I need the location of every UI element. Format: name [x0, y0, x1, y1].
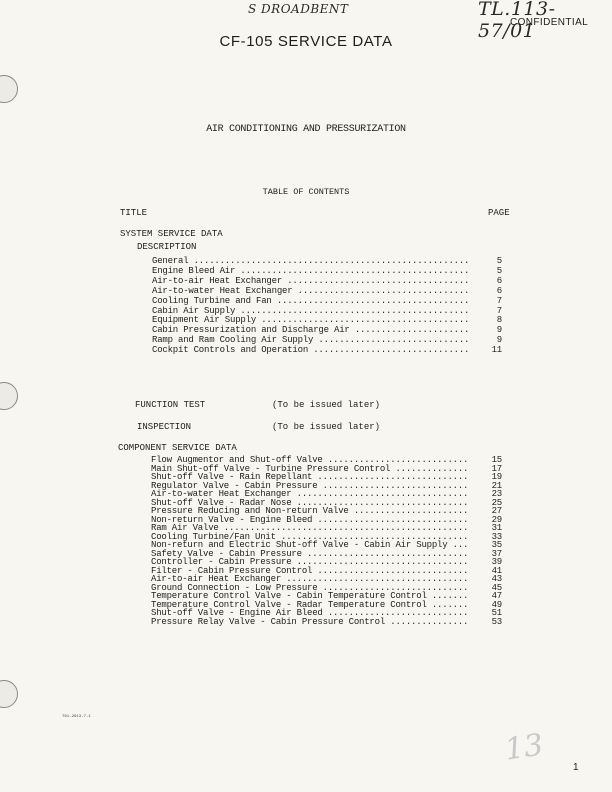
entry-page-number: 53 [491, 616, 502, 627]
handwritten-name: S DROADBENT [248, 2, 349, 16]
description-heading: DESCRIPTION [137, 242, 197, 252]
toc-title: TABLE OF CONTENTS [262, 187, 350, 197]
entry-title: Air-to-water Heat Exchanger ................................. [152, 285, 470, 296]
title-column-header: TITLE [120, 208, 148, 218]
entry-page-number: 11 [491, 345, 502, 356]
entry-page-number: 19 [491, 472, 502, 482]
entry-page-number: 41 [491, 565, 502, 576]
entry-page-number: 8 [496, 315, 502, 326]
entry-page-number: 15 [491, 455, 502, 465]
entry-page-number: 7 [496, 305, 502, 316]
entry-title: Pressure Relay Valve - Cabin Pressure Control ............... [151, 616, 469, 627]
entry-title: Cabin Pressurization and Discharge Air ...................... [152, 325, 470, 336]
entry-title: Engine Bleed Air ............................................ [152, 265, 470, 276]
inspection-label: INSPECTION [137, 422, 192, 432]
function-test-label: FUNCTION TEST [135, 400, 206, 410]
entry-title: Main Shut-off Valve - Turbine Pressure Control .............. [151, 463, 469, 474]
entry-title: Filter - Cabin Pressure Control ............................. [151, 565, 469, 576]
entry-title: Non-return and Electric Shut-off Valve - Cabin Air Supply ... [151, 540, 469, 550]
entry-page-number: 51 [491, 608, 502, 618]
entry-title: Regulator Valve - Cabin Pressure ............................ [151, 480, 469, 491]
entry-page-number: 47 [491, 591, 502, 601]
entry-title: Cabin Air Supply ............................................ [152, 305, 470, 316]
entry-title: Equipment Air Supply ........................................ [152, 315, 470, 326]
entry-title: Shut-off Valve - Rain Repellant ............................. [151, 472, 469, 482]
entry-page-number: 31 [491, 523, 502, 533]
entry-page-number: 25 [491, 497, 502, 508]
entry-page-number: 35 [491, 540, 502, 550]
entry-page-number: 5 [496, 256, 502, 266]
entry-page-number: 39 [491, 557, 502, 567]
entry-title: Air-to-air Heat Exchanger ................................... [151, 574, 469, 584]
entry-title: Safety Valve - Cabin Pressure ............................... [151, 548, 469, 559]
entry-title: Temperature Control Valve - Cabin Temperature Control ....... [151, 591, 469, 601]
entry-title: Controller - Cabin Pressure ................................. [151, 557, 469, 567]
page-column-header: PAGE [488, 208, 510, 218]
entry-title: Air-to-air Heat Exchanger ................................... [152, 275, 470, 286]
form-number-stamp: 761-2913-7-1 [62, 715, 91, 719]
entry-page-number: 9 [496, 325, 502, 336]
punch-hole [0, 75, 18, 103]
entry-page-number: 33 [491, 531, 502, 542]
entry-title: Pressure Reducing and Non-return Valve ...................... [151, 506, 469, 516]
entry-page-number: 17 [491, 463, 502, 474]
punch-hole [0, 680, 18, 708]
entry-title: Cooling Turbine and Fan ..................................... [152, 295, 470, 306]
entry-title: Non-return Valve - Engine Bleed ............................. [151, 514, 469, 525]
document-title: CF-105 SERVICE DATA [219, 33, 393, 50]
entry-page-number: 9 [496, 335, 502, 346]
entry-title: Shut-off Valve - Engine Air Bleed ........................... [151, 608, 469, 618]
entry-title: Air-to-water Heat Exchanger ................................. [151, 489, 469, 499]
entry-title: Cooling Turbine/Fan Unit .................................... [151, 531, 469, 542]
entry-page-number: 27 [491, 506, 502, 516]
entry-page-number: 45 [491, 582, 502, 593]
entry-title: Ramp and Ram Cooling Air Supply ............................. [152, 335, 470, 346]
entry-title: Cockpit Controls and Operation .............................. [152, 345, 470, 356]
entry-page-number: 5 [496, 265, 502, 276]
entry-title: Ground Connection - Low Pressure ............................ [151, 582, 469, 593]
entry-page-number: 29 [491, 514, 502, 525]
entry-title: General ..................................................... [152, 256, 470, 266]
handwritten-reference: TL.113-57/01 [478, 0, 556, 42]
entry-page-number: 6 [496, 285, 502, 296]
function-test-note: (To be issued later) [272, 400, 381, 410]
inspection-note: (To be issued later) [272, 422, 381, 432]
entry-title: Ram Air Valve ............................................... [151, 523, 469, 533]
page-number: 1 [573, 762, 579, 773]
entry-title: Flow Augmentor and Shut-off Valve ........................... [151, 455, 469, 465]
entry-page-number: 21 [491, 480, 502, 491]
entry-page-number: 43 [491, 574, 502, 584]
system-service-data-heading: SYSTEM SERVICE DATA [120, 229, 223, 239]
entry-page-number: 6 [496, 275, 502, 286]
entry-title: Shut-off Valve - Radar Nose ................................. [151, 497, 469, 508]
entry-page-number: 7 [496, 295, 502, 306]
entry-page-number: 49 [491, 599, 502, 610]
confidential-label: CONFIDENTIAL [510, 17, 589, 28]
component-service-data-heading: COMPONENT SERVICE DATA [118, 443, 237, 453]
punch-hole [0, 382, 18, 410]
entry-page-number: 23 [491, 489, 502, 499]
section-title: AIR CONDITIONING AND PRESSURIZATION [206, 124, 406, 135]
entry-title: Temperature Control Valve - Radar Temperature Control ....... [151, 599, 469, 610]
handwritten-mark: 13 [502, 727, 546, 768]
entry-page-number: 37 [491, 548, 502, 559]
